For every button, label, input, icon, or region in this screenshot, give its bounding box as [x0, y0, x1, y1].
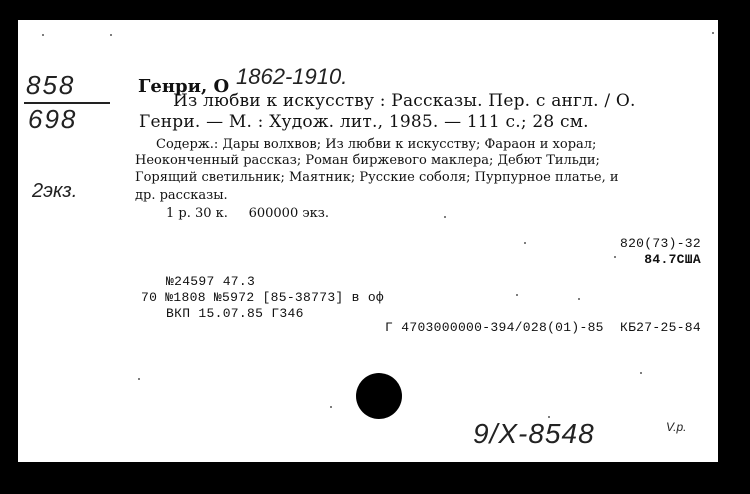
copies-note: 2экз. [32, 180, 78, 202]
author-dates: 1862-1910. [236, 64, 348, 89]
speck [524, 242, 526, 244]
speck [614, 256, 616, 258]
contents-line-1: Содерж.: Дары волхвов; Из любви к искусству; Фараон и хорал; [156, 137, 597, 152]
speck [516, 294, 518, 296]
speck [42, 34, 44, 36]
handwritten-date: 9/X-8548 [473, 418, 595, 449]
contents-line-2: Неоконченный рассказ; Роман биржевого маклера; Дебют Тильди; [135, 153, 600, 168]
title-line-1: Из любви к искусству : Рассказы. Пер. с англ. / О. [173, 91, 636, 111]
contents-line-4: др. рассказы. [135, 188, 228, 203]
speck [138, 378, 140, 380]
record-line-2: 70 №1808 №5972 [85-38773] в оф [141, 290, 385, 305]
catalog-card [18, 20, 718, 462]
author-heading: Генри, О [138, 76, 230, 97]
price-print-run: 1 р. 30 к. 600000 экз. [166, 206, 329, 221]
record-code: Г 4703000000-394/028(01)-85 КБ27-25-84 [385, 320, 701, 335]
title-line-2: Генри. — М. : Худож. лит., 1985. — 111 с.; 28 см. [139, 112, 589, 132]
initials: V.p. [666, 420, 687, 434]
speck [444, 216, 446, 218]
classification-udc: 820(73)-32 [619, 236, 701, 251]
punch-hole [356, 373, 402, 419]
call-number-top: 858 [26, 70, 76, 100]
classification-bbk: 84.7США [644, 252, 701, 267]
speck [640, 372, 642, 374]
speck [330, 406, 332, 408]
speck [110, 34, 112, 36]
speck [548, 416, 550, 418]
speck [578, 298, 580, 300]
record-line-3: ВКП 15.07.85 Г346 [166, 306, 304, 321]
record-line-1: №24597 47.3 [166, 274, 256, 289]
speck [712, 32, 714, 34]
contents-line-3: Горящий светильник; Маятник; Русские соболя; Пурпурное платье, и [135, 170, 619, 185]
call-number-bottom: 698 [28, 104, 78, 134]
